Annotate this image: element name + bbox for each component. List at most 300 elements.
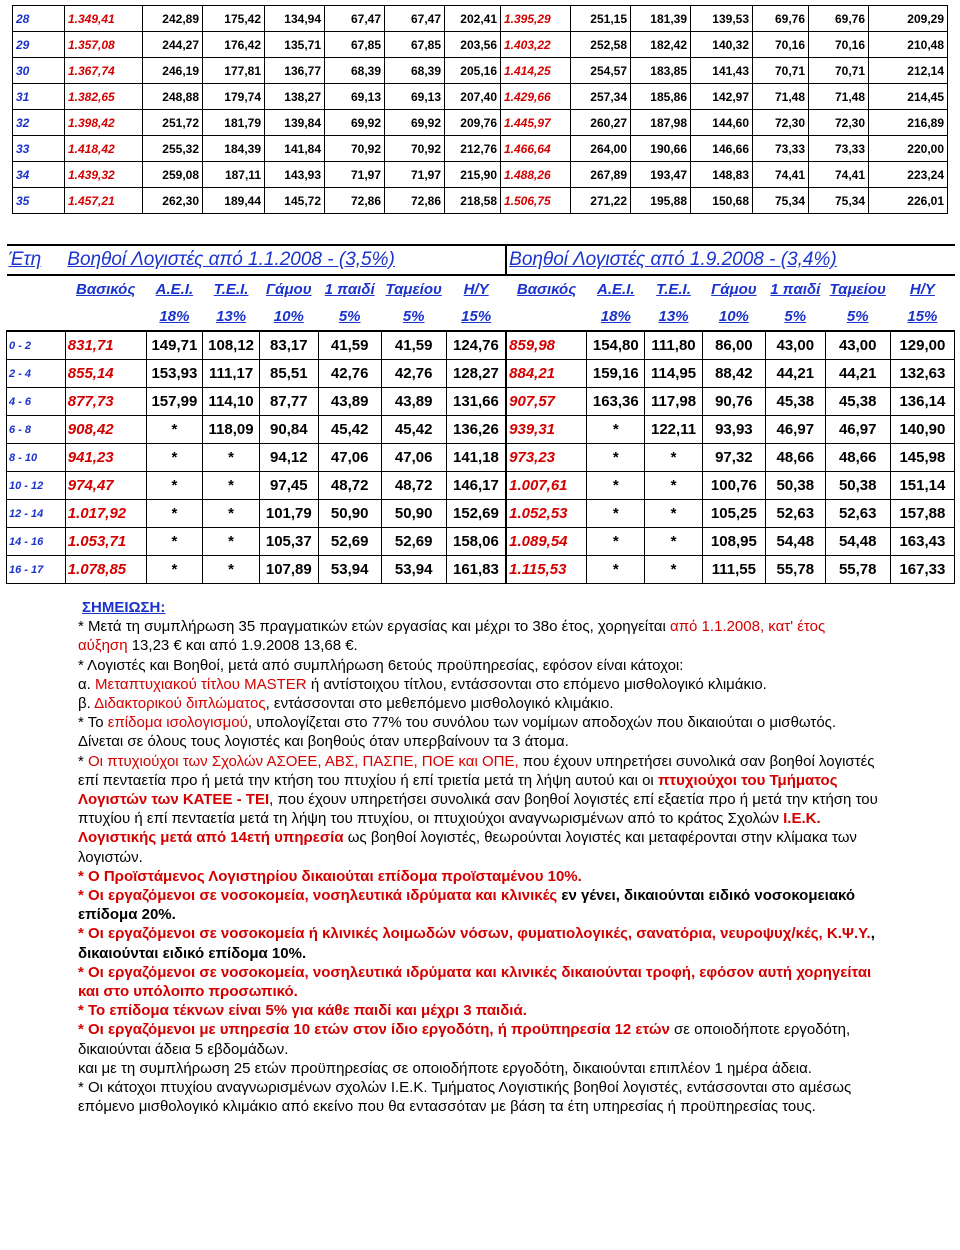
value-cell: * [645,528,703,556]
note-iek: * Οι κάτοχοι πτυχίου αναγνωρισμένων σχολών Ι.Ε.Κ. Τμήματος Λογιστικής βοηθοί λογιστές, εντάσσονται στο αμέσως επόμενο μισθολογικό κλιμάκιο από εκείνο που θα εντασσόταν με βάση τα έτη υπηρεσίας ή προϋπηρεσίας τους. [78,1079,852,1116]
value-cell: 118,09 [203,416,260,444]
value-cell: 69,76 [809,6,869,32]
value-cell: 1.052,53 [506,500,587,528]
value-cell: 129,00 [890,331,954,360]
percent-cell: 18% [159,308,190,325]
value-cell: 107,89 [259,556,318,584]
value-cell: 209,29 [869,6,948,32]
value-cell: 48,66 [825,444,890,472]
value-cell: 158,06 [446,528,506,556]
value-cell: 50,90 [318,500,381,528]
value-cell: 136,77 [265,58,325,84]
value-cell: 50,38 [825,472,890,500]
value-cell: 183,85 [631,58,691,84]
value-cell: 163,36 [587,388,645,416]
value-cell: 70,71 [753,58,809,84]
value-cell: 251,15 [571,6,631,32]
year-cell: 30 [13,58,65,84]
percent-cell: 5% [784,308,807,325]
value-cell: * [146,444,203,472]
percent-spacer [65,303,146,331]
value-cell: 259,08 [143,162,203,188]
salary-table-continued [12,5,948,214]
value-cell: 908,42 [65,416,146,444]
value-cell: 267,89 [571,162,631,188]
value-cell: 97,32 [702,444,765,472]
value-cell: 75,34 [753,188,809,214]
value-cell: 55,78 [825,556,890,584]
value-cell: 135,71 [265,32,325,58]
left-group-title: Βοηθοί Λογιστές από 1.1.2008 - (3,5%) [67,249,395,270]
value-cell: * [203,444,260,472]
value-cell: 1.429,66 [501,84,571,110]
value-cell: 1.403,22 [501,32,571,58]
value-cell: * [645,500,703,528]
value-cell: 176,42 [203,32,265,58]
value-cell: * [587,500,645,528]
value-cell: 52,63 [765,500,825,528]
value-cell: 52,69 [318,528,381,556]
value-cell: * [587,556,645,584]
percent-cell: 10% [273,308,304,325]
column-header: 1 παιδί [324,281,375,298]
value-cell: 146,66 [691,136,753,162]
value-cell: 73,33 [809,136,869,162]
value-cell: 212,14 [869,58,948,84]
value-cell: 114,10 [203,388,260,416]
note-balance-allowance: * Το επίδομα ισολογισμού, υπολογίζεται στο 77% του συνόλου των νομίμων αποδοχών που δικαιούται ο μισθωτός. [78,714,837,732]
value-cell: 90,76 [702,388,765,416]
notes-title: ΣΗΜΕΙΩΣΗ: [82,599,166,616]
table-row [7,556,955,584]
years-range-cell: 16 - 17 [7,556,66,584]
value-cell: * [146,472,203,500]
note-children: * Το επίδομα τέκνων είναι 5% για κάθε παιδί και μέχρι 3 παιδιά. [78,1002,527,1020]
value-cell: 48,72 [318,472,381,500]
value-cell: 153,93 [146,360,203,388]
value-cell: 260,27 [571,110,631,136]
value-cell: 1.382,65 [65,84,143,110]
value-cell: 74,41 [809,162,869,188]
value-cell: 111,80 [645,331,703,360]
value-cell: 100,76 [702,472,765,500]
value-cell: 254,57 [571,58,631,84]
table-row [13,188,948,214]
value-cell: 43,00 [825,331,890,360]
percent-cell: 10% [718,308,749,325]
table-row [7,360,955,388]
percent-cell: 13% [216,308,247,325]
value-cell: 50,90 [381,500,446,528]
value-cell: 52,69 [381,528,446,556]
value-cell: 70,16 [809,32,869,58]
column-header: Ταμείου [829,281,886,298]
value-cell: 216,89 [869,110,948,136]
note-graduates: * Οι πτυχιούχοι των Σχολών ΑΣΟΕΕ, ΑΒΣ, ΠΑΣΠΕ, ΠΟΕ και ΟΠΕ, που έχουν υπηρετήσει συνολικά σαν βοηθοί λογιστές επί πενταετία προ ή μετά την κτήση του πτυχίου ή επί τριετία μετά τη λήψη αυτού και οι πτυχιούχοι του Τμήματος Λογιστών των ΚΑΤΕΕ - ΤΕΙ, που έχουν υπηρετήσει συνολικά σαν βοηθοί λογιστές επί εξαετία προ ή μετά την κτήση του πτυχίου ή επί πενταετία μετά τη λήψη του πτυχίου, οι πτυχιούχοι αναγνωρισμένων από το κράτος Σχολών Ι.Ε.Κ. Λογιστικής μετά από 14ετή υπηρεσία ως βοηθοί λογιστές, θεωρούνται λογιστές και μεταφέρονται στην κλίμακα των λογιστών. [78,752,878,866]
value-cell: 157,88 [890,500,954,528]
assistant-accountants-table [6,244,955,584]
value-cell: 48,66 [765,444,825,472]
value-cell: 68,39 [325,58,385,84]
value-cell: 114,95 [645,360,703,388]
value-cell: 45,38 [765,388,825,416]
value-cell: 1.007,61 [506,472,587,500]
value-cell: 141,43 [691,58,753,84]
year-cell: 33 [13,136,65,162]
value-cell: 41,59 [381,331,446,360]
table-row [13,58,948,84]
value-cell: 1.445,97 [501,110,571,136]
value-cell: 151,14 [890,472,954,500]
value-cell: 45,42 [381,416,446,444]
table-row [13,136,948,162]
value-cell: * [146,416,203,444]
value-cell: 207,40 [445,84,501,110]
value-cell: 132,63 [890,360,954,388]
value-cell: * [146,500,203,528]
value-cell: 140,32 [691,32,753,58]
table-row [13,84,948,110]
percent-cell: 5% [846,308,869,325]
value-cell: 43,89 [381,388,446,416]
value-cell: 939,31 [506,416,587,444]
year-cell: 31 [13,84,65,110]
value-cell: 187,98 [631,110,691,136]
value-cell: 251,72 [143,110,203,136]
year-cell: 29 [13,32,65,58]
value-cell: 141,84 [265,136,325,162]
note-master: α. Μεταπτυχιακού τίτλου MASTER ή αντίστοιχου τίτλου, εντάσσονται στο επόμενο μισθολογικό κλιμάκιο. [78,675,767,693]
years-range-cell: 12 - 14 [7,500,66,528]
value-cell: 72,30 [809,110,869,136]
table-row [7,500,955,528]
value-cell: 46,97 [765,416,825,444]
value-cell: 139,84 [265,110,325,136]
value-cell: 831,71 [65,331,146,360]
value-cell: * [203,528,260,556]
value-cell: 52,63 [825,500,890,528]
value-cell: 108,95 [702,528,765,556]
value-cell: 101,79 [259,500,318,528]
value-cell: 141,18 [446,444,506,472]
value-cell: 262,30 [143,188,203,214]
value-cell: * [587,416,645,444]
value-cell: 1.466,64 [501,136,571,162]
value-cell: 195,88 [631,188,691,214]
year-cell: 28 [13,6,65,32]
value-cell: 205,16 [445,58,501,84]
notes-section [78,598,878,1116]
value-cell: 1.053,71 [65,528,146,556]
value-cell: 177,81 [203,58,265,84]
value-cell: 226,01 [869,188,948,214]
percent-cell: 18% [600,308,631,325]
percent-row [7,303,955,331]
column-header: Η/Υ [463,281,489,298]
note-head-accountant: * Ο Προϊστάμενος Λογιστηρίου δικαιούται επίδομα προϊσταμένου 10%. [78,867,582,885]
value-cell: 97,45 [259,472,318,500]
value-cell: 884,21 [506,360,587,388]
right-group-title: Βοηθοί Λογιστές από 1.9.2008 - (3,4%) [506,245,954,275]
value-cell: 43,89 [318,388,381,416]
value-cell: 252,58 [571,32,631,58]
percent-cell: 5% [402,308,425,325]
value-cell: 44,21 [765,360,825,388]
value-cell: 87,77 [259,388,318,416]
value-cell: 140,90 [890,416,954,444]
value-cell: 148,83 [691,162,753,188]
percent-cell: 15% [907,308,938,325]
value-cell: 145,72 [265,188,325,214]
note-leave-25: και με τη συμπλήρωση 25 ετών προϋπηρεσίας σε οποιοδήποτε εργοδότη, δικαιούνται επιπλέον 1 ημέρα άδεια. [78,1059,812,1077]
value-cell: 42,76 [318,360,381,388]
value-cell: 136,14 [890,388,954,416]
table-row [13,6,948,32]
table-row [7,331,955,360]
percent-spacer [506,303,587,331]
note-bonus: * Μετά τη συμπλήρωση 35 πραγματικών ετών εργασίας και μέχρι το 38ο έτος, χορηγείται από 1.1.2008, κατ' έτος αύξηση 13,23 € και από 1.9.2008 13,68 €. [78,618,826,655]
value-cell: 71,97 [385,162,445,188]
value-cell: 1.439,32 [65,162,143,188]
value-cell: 83,17 [259,331,318,360]
value-cell: 74,41 [753,162,809,188]
value-cell: 142,97 [691,84,753,110]
percent-cell: 13% [658,308,689,325]
years-range-cell: 6 - 8 [7,416,66,444]
value-cell: 55,78 [765,556,825,584]
value-cell: 159,16 [587,360,645,388]
value-cell: 189,44 [203,188,265,214]
value-cell: 117,98 [645,388,703,416]
value-cell: 69,13 [325,84,385,110]
column-header: Τ.Ε.Ι. [213,281,249,298]
year-cell: 32 [13,110,65,136]
value-cell: * [146,556,203,584]
column-header: 1 παιδί [770,281,821,298]
value-cell: 105,25 [702,500,765,528]
value-cell: 53,94 [318,556,381,584]
value-cell: 974,47 [65,472,146,500]
value-cell: 209,76 [445,110,501,136]
note-phd: β. Διδακτορικού διπλώματος, εντάσσονται στο μεθεπόμενο μισθολογικό κλιμάκιο. [78,695,614,713]
value-cell: 75,34 [809,188,869,214]
value-cell: 161,83 [446,556,506,584]
value-cell: 973,23 [506,444,587,472]
years-range-cell: 14 - 16 [7,528,66,556]
value-cell: 71,48 [809,84,869,110]
value-cell: 181,79 [203,110,265,136]
table-row [13,110,948,136]
value-cell: 1.367,74 [65,58,143,84]
percent-spacer [7,303,66,331]
value-cell: 105,37 [259,528,318,556]
value-cell: 111,17 [203,360,260,388]
value-cell: 203,56 [445,32,501,58]
value-cell: 244,27 [143,32,203,58]
value-cell: 47,06 [318,444,381,472]
value-cell: 1.488,26 [501,162,571,188]
value-cell: 187,11 [203,162,265,188]
value-cell: 111,55 [702,556,765,584]
value-cell: * [587,472,645,500]
value-cell: 144,60 [691,110,753,136]
value-cell: 134,94 [265,6,325,32]
table-row [7,528,955,556]
value-cell: 154,80 [587,331,645,360]
value-cell: 1.395,29 [501,6,571,32]
value-cell: 215,90 [445,162,501,188]
value-cell: 1.115,53 [506,556,587,584]
value-cell: 145,98 [890,444,954,472]
value-cell: 1.506,75 [501,188,571,214]
value-cell: 41,59 [318,331,381,360]
value-cell: 1.457,21 [65,188,143,214]
value-cell: 220,00 [869,136,948,162]
value-cell: 69,92 [325,110,385,136]
value-cell: 1.349,41 [65,6,143,32]
note-qualifications: * Λογιστές και Βοηθοί, μετά από συμπλήρωση 6ετούς προϋπηρεσίας, εφόσον είναι κάτοχοι: [78,656,684,674]
value-cell: 85,51 [259,360,318,388]
table-row [7,472,955,500]
value-cell: 71,97 [325,162,385,188]
value-cell: * [645,556,703,584]
value-cell: 138,27 [265,84,325,110]
value-cell: 69,13 [385,84,445,110]
years-range-cell: 10 - 12 [7,472,66,500]
table-row [7,388,955,416]
column-header: Α.Ε.Ι. [597,281,635,298]
years-range-cell: 4 - 6 [7,388,66,416]
value-cell: 859,98 [506,331,587,360]
note-food: * Οι εργαζόμενοι σε νοσοκομεία, νοσηλευτικά ιδρύματα και κλινικές δικαιούνται τροφή, εφόσον αυτή χορηγείται και στο υπόλοιπο προσωπικό. [78,963,872,1001]
value-cell: 47,06 [381,444,446,472]
value-cell: 1.357,08 [65,32,143,58]
value-cell: 94,12 [259,444,318,472]
value-cell: 53,94 [381,556,446,584]
value-cell: 93,93 [702,416,765,444]
value-cell: 149,71 [146,331,203,360]
value-cell: 70,16 [753,32,809,58]
value-cell: 46,97 [825,416,890,444]
value-cell: 181,39 [631,6,691,32]
value-cell: 257,34 [571,84,631,110]
value-cell: 877,73 [65,388,146,416]
value-cell: * [587,528,645,556]
value-cell: 136,26 [446,416,506,444]
value-cell: 128,27 [446,360,506,388]
table-row [7,416,955,444]
value-cell: 193,47 [631,162,691,188]
column-header: Α.Ε.Ι. [155,281,194,298]
value-cell: 941,23 [65,444,146,472]
value-cell: 69,92 [385,110,445,136]
value-cell: 242,89 [143,6,203,32]
note-leave: * Οι εργαζόμενοι με υπηρεσία 10 ετών στον ίδιο εργοδότη, ή προϋπηρεσία 12 ετών σε οποιοδήποτε εργοδότη, δικαιούνται άδεια 5 εβδομάδων. [78,1021,851,1058]
value-cell: 907,57 [506,388,587,416]
value-cell: 214,45 [869,84,948,110]
table-row [13,32,948,58]
column-header: Ταμείου [385,281,442,298]
header-row [7,275,955,303]
value-cell: 88,42 [702,360,765,388]
value-cell: 190,66 [631,136,691,162]
value-cell: 1.398,42 [65,110,143,136]
value-cell: 131,66 [446,388,506,416]
value-cell: 143,93 [265,162,325,188]
value-cell: 218,58 [445,188,501,214]
value-cell: 44,21 [825,360,890,388]
value-cell: 175,42 [203,6,265,32]
value-cell: 72,86 [325,188,385,214]
value-cell: 1.418,42 [65,136,143,162]
years-range-cell: 8 - 10 [7,444,66,472]
value-cell: 210,48 [869,32,948,58]
value-cell: 179,74 [203,84,265,110]
value-cell: 48,72 [381,472,446,500]
value-cell: * [645,472,703,500]
value-cell: 70,92 [325,136,385,162]
years-range-cell: 0 - 2 [7,331,66,360]
note-infectious: * Οι εργαζόμενοι σε νοσοκομεία ή κλινικές λοιμωδών νόσων, φυματιολογικές, σανατόρια, νευροψυχ/κές, Κ.Ψ.Υ., δικαιούνται ειδικό επίδομα 10%. [78,925,875,962]
table-row [7,444,955,472]
value-cell: 67,85 [385,32,445,58]
value-cell: 152,69 [446,500,506,528]
value-cell: 1.089,54 [506,528,587,556]
value-cell: 223,24 [869,162,948,188]
years-range-cell: 2 - 4 [7,360,66,388]
value-cell: 184,39 [203,136,265,162]
value-cell: 70,71 [809,58,869,84]
percent-cell: 5% [338,308,361,325]
value-cell: 54,48 [825,528,890,556]
value-cell: * [203,472,260,500]
header-spacer [7,275,66,303]
note-balance-condition: Δίνεται σε όλους τους λογιστές και βοηθούς όταν υπερβαίνουν τα 3 άτομα. [78,733,569,751]
value-cell: 70,92 [385,136,445,162]
value-cell: 69,76 [753,6,809,32]
value-cell: * [203,556,260,584]
value-cell: 124,76 [446,331,506,360]
value-cell: 212,76 [445,136,501,162]
value-cell: 67,47 [385,6,445,32]
table-row [13,162,948,188]
value-cell: 185,86 [631,84,691,110]
value-cell: * [146,528,203,556]
value-cell: 271,22 [571,188,631,214]
year-cell: 34 [13,162,65,188]
value-cell: 855,14 [65,360,146,388]
value-cell: * [587,444,645,472]
value-cell: 248,88 [143,84,203,110]
value-cell: 54,48 [765,528,825,556]
percent-cell: 15% [461,308,492,325]
note-hospitals: * Οι εργαζόμενοι σε νοσοκομεία, νοσηλευτικά ιδρύματα και κλινικές εν γένει, δικαιούνται ειδικό νοσοκομειακό επίδομα 20%. [78,887,856,924]
column-header: Βασικός [516,281,577,298]
value-cell: 108,12 [203,331,260,360]
value-cell: 255,32 [143,136,203,162]
value-cell: 163,43 [890,528,954,556]
value-cell: 122,11 [645,416,703,444]
value-cell: 72,86 [385,188,445,214]
value-cell: 45,42 [318,416,381,444]
value-cell: 1.414,25 [501,58,571,84]
value-cell: 246,19 [143,58,203,84]
table-body [13,6,948,214]
value-cell: 264,00 [571,136,631,162]
value-cell: 167,33 [890,556,954,584]
value-cell: 42,76 [381,360,446,388]
value-cell: 73,33 [753,136,809,162]
